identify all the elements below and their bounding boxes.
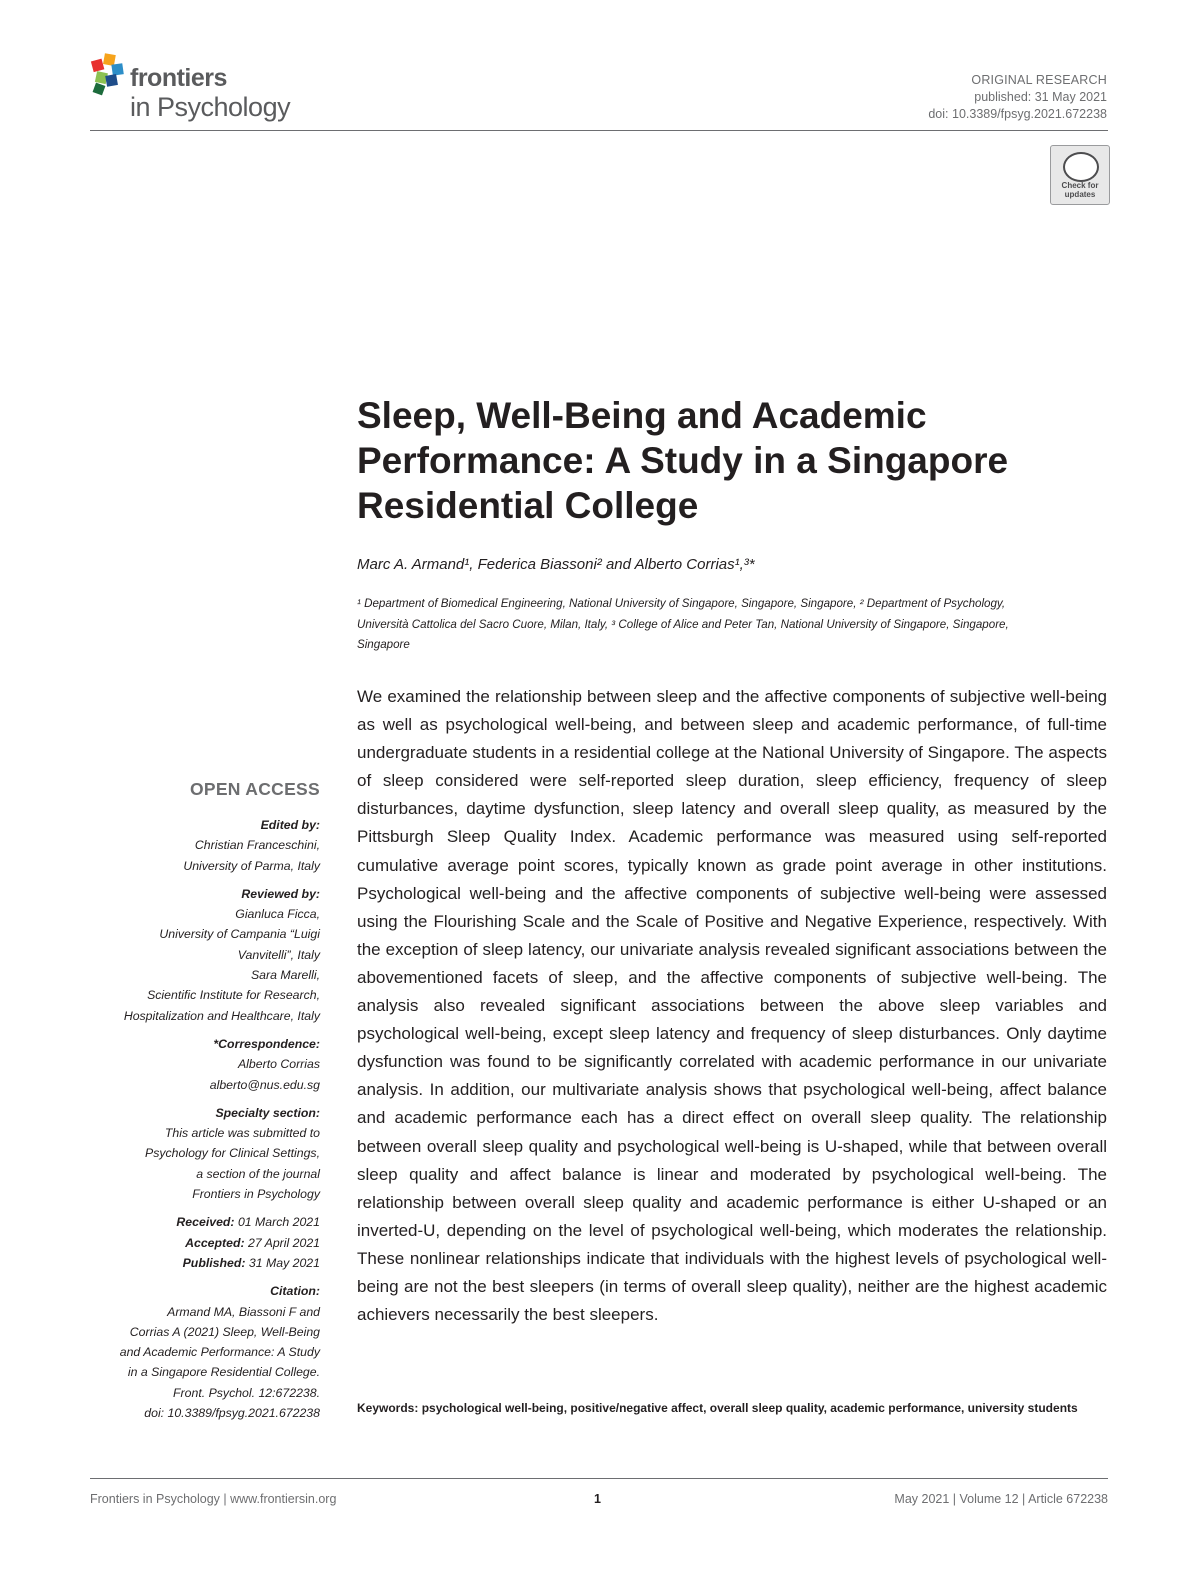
keywords-label: Keywords: — [357, 1401, 419, 1415]
reviewer-affiliation: Hospitalization and Healthcare, Italy — [123, 1008, 320, 1023]
footer-journal-link[interactable]: Frontiers in Psychology | www.frontiersin.org — [90, 1492, 337, 1506]
accepted-date-row — [80, 1233, 320, 1253]
published-date-value: 31 May 2021 — [248, 1255, 320, 1270]
citation-doi[interactable]: doi: 10.3389/fpsyg.2021.672238 — [144, 1406, 320, 1421]
page-number: 1 — [594, 1492, 601, 1506]
citation-label: Citation: — [270, 1284, 320, 1299]
reviewer-affiliation: University of Campania “Luigi — [159, 927, 320, 942]
correspondence-block — [80, 1034, 320, 1095]
article-title: Sleep, Well-Being and Academic Performance: A Study in a Singapore Residential College — [357, 395, 1009, 526]
crossmark-icon — [1063, 152, 1099, 182]
correspondence-name: Alberto Corrias — [237, 1057, 320, 1072]
check-for-updates-label: Check for updates — [1061, 181, 1099, 199]
specialty-line: a section of the journal — [196, 1166, 320, 1181]
specialty-line: This article was submitted to — [164, 1126, 320, 1141]
citation-block — [80, 1281, 320, 1423]
author-affiliations: ¹ Department of Biomedical Engineering, National University of Singapore, Singapore, Singapore, ² Department of Psychology, Università Cattolica del Sacro Cuore, Milan, Italy, ³ College of Alice and Peter Tan, National University of Singapore, Singapore, Singapore — [357, 597, 1009, 651]
citation-line: Armand MA, Biassoni F and — [167, 1304, 320, 1319]
citation-line: Corrias A (2021) Sleep, Well-Being — [129, 1324, 320, 1339]
header-divider — [90, 130, 1108, 131]
citation-line: and Academic Performance: A Study — [119, 1345, 320, 1360]
keywords — [357, 1399, 1107, 1417]
published-date-row — [80, 1253, 320, 1273]
footer-issue-info: May 2021 | Volume 12 | Article 672238 — [894, 1492, 1108, 1506]
accepted-label: Accepted: — [185, 1235, 245, 1250]
citation-line: Front. Psychol. 12:672238. — [173, 1385, 320, 1400]
editor-name: Christian Franceschini, — [194, 838, 320, 853]
dates-block — [80, 1212, 320, 1273]
received-date: 01 March 2021 — [237, 1215, 320, 1230]
edited-by-block — [80, 815, 320, 876]
reviewer-name: Gianluca Ficca, — [235, 907, 320, 922]
received-date-row — [80, 1212, 320, 1232]
open-access-label: OPEN ACCESS — [189, 779, 320, 799]
abstract-text: We examined the relationship between sleep and the affective components of subjective well-being as well as psychological well-being, and between sleep and academic performance, of full-time undergraduate students in a residential college at the National University of Singapore. The aspects of sleep considered were self-reported sleep duration, sleep efficiency, frequency of sleep disturbances, daytime dysfunction, sleep latency and overall sleep quality, as measured by the Pittsburgh Sleep Quality Index. Academic performance was measured using self-reported cumulative average point scores, typically known as grade point average in other institutions. Psychological well-being and the affective components of subjective well-being were assessed using the Flourishing Scale and the Scale of Positive and Negative Experience, respectively. With the exception of sleep latency, our univariate analysis revealed significant associations between the abovementioned facets of sleep, and the affective components of subjective well-being. The analysis also revealed significant associations between the above sleep variables and psychological well-being, except sleep latency and frequency of sleep disturbances. Only daytime dysfunction was found to be significantly correlated with academic performance in our univariate analysis. In addition, our multivariate analysis shows that psychological well-being, affect balance and academic performance each has a direct effect on overall sleep quality. The relationship between overall sleep quality and psychological well-being is U-shaped, while that between overall sleep quality and affect balance is linear and moderated by psychological well-being. The relationship between overall sleep quality and academic performance is either U-shaped or an inverted-U, depending on the level of psychological well-being, which moderates the relationship. These nonlinear relationships indicate that individuals with the highest levels of psychological well-being are not the best sleepers (in terms of overall sleep quality), neither are the highest academic achievers necessarily the best sleepers. — [357, 687, 1107, 1325]
accepted-date: 27 April 2021 — [247, 1235, 320, 1250]
specialty-section-label: Specialty section: — [215, 1105, 320, 1120]
published-date: published: 31 May 2021 — [974, 90, 1107, 104]
correspondence-email-link[interactable]: alberto@nus.edu.sg — [209, 1077, 320, 1092]
correspondence-label: *Correspondence: — [213, 1036, 320, 1051]
specialty-section-block — [80, 1103, 320, 1204]
reviewed-by-block — [80, 884, 320, 1026]
reviewer-affiliation: Scientific Institute for Research, — [147, 988, 320, 1003]
footer-divider — [90, 1478, 1108, 1479]
editor-affiliation: University of Parma, Italy — [183, 858, 320, 873]
logo-wordmark-journal: in Psychology — [130, 92, 291, 122]
check-for-updates-badge[interactable] — [1050, 145, 1110, 205]
article-doi[interactable]: doi: 10.3389/fpsyg.2021.672238 — [928, 107, 1107, 121]
reviewer-affiliation: Vanvitelli”, Italy — [237, 947, 320, 962]
frontiers-logo-icon — [90, 50, 130, 100]
article-type: ORIGINAL RESEARCH — [971, 73, 1107, 87]
citation-line: in a Singapore Residential College. — [127, 1365, 320, 1380]
frontiers-logo — [90, 50, 330, 125]
reviewer-name: Sara Marelli, — [250, 968, 320, 983]
specialty-line: Psychology for Clinical Settings, — [145, 1146, 320, 1161]
article-sidebar — [80, 778, 320, 1431]
received-label: Received: — [176, 1215, 235, 1230]
reviewed-by-label: Reviewed by: — [241, 886, 320, 901]
author-list: Marc A. Armand¹, Federica Biassoni² and Alberto Corrias¹,³* — [357, 556, 755, 573]
published-label: Published: — [182, 1255, 246, 1270]
specialty-line: Frontiers in Psychology — [192, 1187, 320, 1202]
edited-by-label: Edited by: — [260, 818, 320, 832]
article-meta-header — [928, 72, 1107, 123]
logo-wordmark-frontiers: frontiers — [130, 64, 227, 92]
keywords-list: psychological well-being, positive/negative affect, overall sleep quality, academic performance, university students — [421, 1401, 1078, 1415]
